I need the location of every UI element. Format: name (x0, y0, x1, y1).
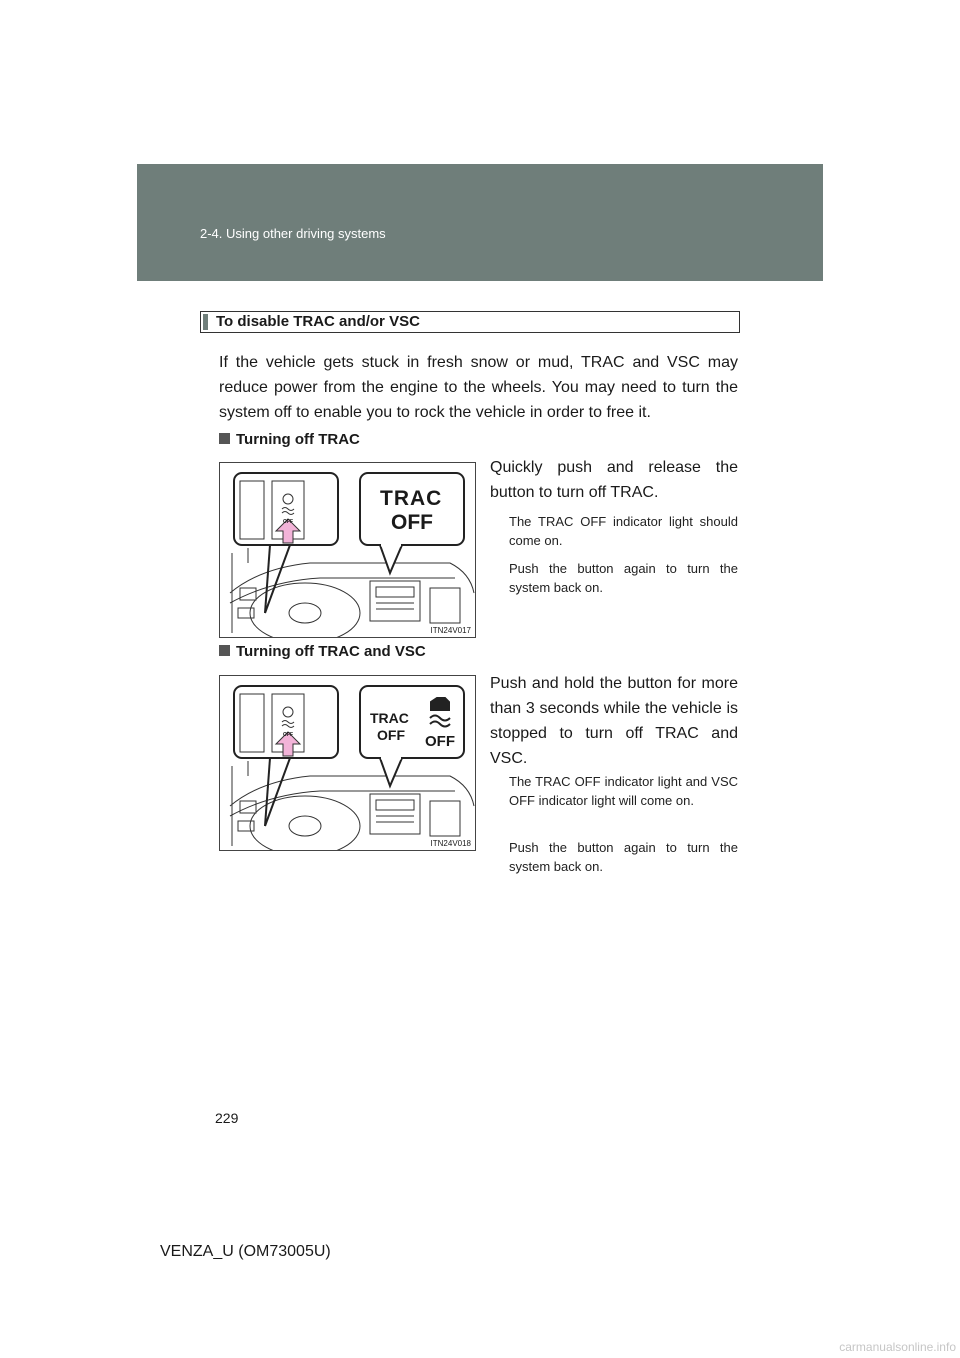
trac-off-note-1: The TRAC OFF indicator light should come on. (509, 514, 738, 548)
dashboard-illustration (220, 676, 475, 850)
section-heading-box (200, 311, 740, 333)
figure-code: ITN24V018 (430, 839, 471, 848)
watermark: carmanualsonline.info (839, 1340, 956, 1354)
section-breadcrumb: 2-4. Using other driving systems (200, 226, 386, 241)
trac-callout-line2: OFF (377, 727, 405, 743)
model-code: VENZA_U (OM73005U) (160, 1243, 331, 1260)
trac-callout-line1: TRAC (370, 710, 409, 726)
trac-callout-line1: TRAC (380, 487, 443, 510)
section-heading: To disable TRAC and/or VSC (216, 313, 420, 330)
figure-trac-off (219, 462, 476, 638)
off-button-label: OFF (283, 732, 293, 738)
subheading-turning-off-trac-vsc (219, 643, 426, 661)
trac-off-description: Quickly push and release the button to turn off TRAC. (490, 459, 738, 501)
trac-vsc-off-description: Push and hold the button for more than 3 seconds while the vehicle is stopped to turn off TRAC and VSC. (490, 675, 738, 767)
vsc-callout-off: OFF (425, 733, 455, 750)
intro-paragraph: If the vehicle gets stuck in fresh snow or mud, TRAC and VSC may reduce power from the engine to the wheels. You may need to turn the system off to enable you to rock the vehicle in order to free it. (219, 354, 738, 421)
subheading-turning-off-trac (219, 431, 360, 449)
page-number: 229 (215, 1110, 239, 1126)
figure-code: ITN24V017 (430, 626, 471, 635)
subheading-text: Turning off TRAC and VSC (236, 643, 426, 660)
heading-accent-bar (203, 314, 208, 330)
subheading-text: Turning off TRAC (236, 431, 360, 448)
square-bullet-icon (219, 645, 230, 656)
trac-vsc-off-note-2: Push the button again to turn the system back on. (509, 840, 738, 874)
figure-trac-vsc-off (219, 675, 476, 851)
square-bullet-icon (219, 433, 230, 444)
trac-off-note-2: Push the button again to turn the system back on. (509, 561, 738, 595)
off-button-label: OFF (283, 519, 293, 525)
trac-callout-line2: OFF (391, 511, 433, 534)
trac-vsc-off-note-1: The TRAC OFF indicator light and VSC OFF indicator light will come on. (509, 774, 738, 808)
header-band (137, 164, 823, 281)
